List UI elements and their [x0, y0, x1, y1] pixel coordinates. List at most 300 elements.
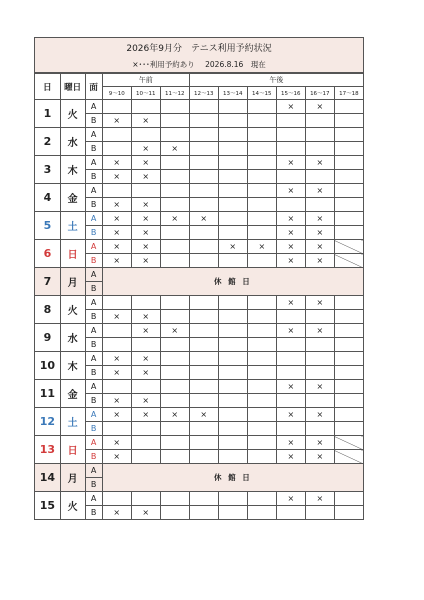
slot-cell [276, 198, 305, 212]
slot-cell: × [276, 254, 305, 268]
table-row [35, 240, 364, 254]
slot-cell [334, 408, 363, 422]
header-court: 面 [85, 74, 102, 100]
slot-cell: × [131, 352, 160, 366]
slot-cell: × [131, 408, 160, 422]
slot-cell: × [102, 352, 131, 366]
slot-cell [160, 170, 189, 184]
slot-cell: × [131, 506, 160, 520]
slot-cell [102, 128, 131, 142]
slot-cell: × [131, 170, 160, 184]
slot-cell: × [189, 212, 218, 226]
slot-cell [247, 184, 276, 198]
slot-cell [305, 394, 334, 408]
court-label: A [85, 408, 102, 422]
slot-cell [247, 296, 276, 310]
slot-cell [247, 198, 276, 212]
day-weekday: 水 [60, 324, 85, 352]
slot-cell [131, 338, 160, 352]
slot-cell: × [305, 492, 334, 506]
slot-cell: × [276, 212, 305, 226]
slot-cell [276, 170, 305, 184]
header-slot: 12～13 [189, 87, 218, 100]
table-row [35, 380, 364, 394]
slot-cell [334, 128, 363, 142]
court-label: B [85, 142, 102, 156]
slot-cell [189, 492, 218, 506]
day-weekday: 日 [60, 240, 85, 268]
header-slot: 13～14 [218, 87, 247, 100]
slot-cell: × [276, 184, 305, 198]
page-title: 2026年9月分 テニス利用予約状況 [126, 44, 272, 54]
table-row [35, 268, 364, 282]
slot-cell [102, 296, 131, 310]
court-label: B [85, 450, 102, 464]
table-row [35, 156, 364, 170]
court-label: A [85, 436, 102, 450]
slot-cell [334, 338, 363, 352]
day-weekday: 火 [60, 492, 85, 520]
slot-cell [276, 310, 305, 324]
day-number: 7 [35, 268, 61, 296]
slot-cell [334, 352, 363, 366]
court-label: B [85, 394, 102, 408]
slot-cell: × [102, 114, 131, 128]
slot-cell [334, 324, 363, 338]
slot-cell [160, 100, 189, 114]
day-weekday: 土 [60, 212, 85, 240]
slot-cell [189, 254, 218, 268]
table-row [35, 352, 364, 366]
slot-cell [160, 436, 189, 450]
slot-cell: × [102, 436, 131, 450]
slot-cell [218, 296, 247, 310]
slot-cell: × [305, 212, 334, 226]
slot-cell [160, 114, 189, 128]
slot-cell: × [131, 212, 160, 226]
slot-cell: × [276, 380, 305, 394]
slot-cell: × [131, 310, 160, 324]
day-number: 13 [35, 436, 61, 464]
slot-cell: × [305, 296, 334, 310]
slot-cell [247, 226, 276, 240]
slot-cell: × [305, 226, 334, 240]
slot-cell [160, 422, 189, 436]
court-label: B [85, 478, 102, 492]
slot-cell [247, 492, 276, 506]
slot-cell: × [131, 226, 160, 240]
court-label: A [85, 296, 102, 310]
slot-cell [334, 198, 363, 212]
slot-cell [305, 198, 334, 212]
header-slot: 17～18 [334, 87, 363, 100]
slot-cell [189, 338, 218, 352]
court-label: A [85, 492, 102, 506]
slot-cell [218, 114, 247, 128]
court-label: B [85, 282, 102, 296]
slot-cell [160, 310, 189, 324]
court-label: B [85, 310, 102, 324]
slot-cell: × [102, 198, 131, 212]
slot-cell [189, 156, 218, 170]
slot-cell [131, 100, 160, 114]
slot-cell [160, 156, 189, 170]
reservation-document [34, 37, 364, 520]
court-label: A [85, 268, 102, 282]
court-label: B [85, 366, 102, 380]
slot-cell [189, 394, 218, 408]
day-number: 1 [35, 100, 61, 128]
court-label: A [85, 240, 102, 254]
day-number: 11 [35, 380, 61, 408]
slot-cell: × [305, 380, 334, 394]
slot-cell [276, 394, 305, 408]
slot-cell [160, 506, 189, 520]
slot-cell [334, 184, 363, 198]
slot-cell [160, 128, 189, 142]
court-label: B [85, 506, 102, 520]
court-label: A [85, 380, 102, 394]
legend-line [35, 59, 363, 70]
slot-cell: × [102, 240, 131, 254]
slot-cell [189, 366, 218, 380]
day-number: 5 [35, 212, 61, 240]
slot-cell: × [276, 156, 305, 170]
slot-cell [276, 128, 305, 142]
slot-cell [189, 352, 218, 366]
day-weekday: 金 [60, 380, 85, 408]
header-slot: 15～16 [276, 87, 305, 100]
header-row-groups [35, 74, 364, 87]
slot-cell: × [305, 184, 334, 198]
slot-cell: × [102, 366, 131, 380]
court-label: B [85, 422, 102, 436]
slot-cell [218, 198, 247, 212]
slot-cell: × [276, 100, 305, 114]
day-weekday: 木 [60, 352, 85, 380]
slot-cell [218, 338, 247, 352]
slot-cell [247, 450, 276, 464]
slot-cell [102, 380, 131, 394]
slot-cell [189, 422, 218, 436]
court-label: B [85, 170, 102, 184]
slot-cell: × [160, 324, 189, 338]
slot-cell [334, 422, 363, 436]
slot-cell [189, 128, 218, 142]
slot-cell [189, 240, 218, 254]
slot-cell [305, 142, 334, 156]
slot-cell [334, 366, 363, 380]
court-label: A [85, 156, 102, 170]
day-weekday: 水 [60, 128, 85, 156]
slot-cell: × [276, 450, 305, 464]
slot-cell [247, 380, 276, 394]
slot-cell [218, 492, 247, 506]
slot-cell [305, 366, 334, 380]
slot-cell [189, 436, 218, 450]
slot-cell: × [102, 254, 131, 268]
slot-cell [247, 324, 276, 338]
slot-cell: × [305, 100, 334, 114]
slot-cell: × [102, 170, 131, 184]
slot-cell [334, 156, 363, 170]
slot-cell [160, 240, 189, 254]
slot-cell [276, 422, 305, 436]
slot-cell: × [102, 450, 131, 464]
day-number: 10 [35, 352, 61, 380]
slot-cell [305, 128, 334, 142]
slot-cell [305, 506, 334, 520]
slot-cell [160, 366, 189, 380]
slot-cell: × [102, 394, 131, 408]
slot-cell [247, 338, 276, 352]
slot-cell: × [102, 408, 131, 422]
day-number: 3 [35, 156, 61, 184]
slot-cell [102, 338, 131, 352]
day-weekday: 金 [60, 184, 85, 212]
slot-cell [218, 170, 247, 184]
slot-cell [334, 380, 363, 394]
day-number: 12 [35, 408, 61, 436]
legend-date-text: 2026.8.16 現在 [205, 60, 266, 69]
slot-cell [247, 394, 276, 408]
slot-cell [131, 380, 160, 394]
slot-cell [218, 450, 247, 464]
day-weekday: 土 [60, 408, 85, 436]
slot-cell [305, 422, 334, 436]
table-row [35, 212, 364, 226]
slot-cell [102, 100, 131, 114]
day-weekday: 木 [60, 156, 85, 184]
slot-cell [218, 254, 247, 268]
court-label: A [85, 212, 102, 226]
slot-cell [334, 170, 363, 184]
slot-cell [189, 450, 218, 464]
slot-cell [102, 422, 131, 436]
slot-cell [160, 184, 189, 198]
slot-cell [247, 422, 276, 436]
slot-cell [218, 408, 247, 422]
day-weekday: 日 [60, 436, 85, 464]
slot-cell [334, 212, 363, 226]
slot-cell: × [131, 394, 160, 408]
slot-cell: × [305, 408, 334, 422]
slot-cell: × [247, 240, 276, 254]
slot-cell: × [305, 324, 334, 338]
slot-cell [334, 100, 363, 114]
slot-cell [218, 394, 247, 408]
slot-cell: × [276, 436, 305, 450]
day-number: 2 [35, 128, 61, 156]
day-number: 15 [35, 492, 61, 520]
slot-cell [218, 100, 247, 114]
header-group-pm: 午後 [189, 74, 363, 87]
slot-cell [218, 380, 247, 394]
slot-cell [189, 100, 218, 114]
slot-cell [334, 394, 363, 408]
slot-cell [131, 296, 160, 310]
slot-cell [247, 436, 276, 450]
slot-cell [189, 380, 218, 394]
table-row [35, 184, 364, 198]
table-row [35, 408, 364, 422]
slot-cell: × [131, 114, 160, 128]
court-label: B [85, 338, 102, 352]
slot-cell [334, 450, 363, 464]
slot-cell: × [131, 240, 160, 254]
slot-cell: × [131, 156, 160, 170]
slot-cell: × [160, 408, 189, 422]
slot-cell: × [218, 240, 247, 254]
slot-cell [247, 212, 276, 226]
table-row [35, 436, 364, 450]
slot-cell [247, 310, 276, 324]
slot-cell [102, 324, 131, 338]
slot-cell [334, 506, 363, 520]
table-row [35, 100, 364, 114]
slot-cell [102, 492, 131, 506]
slot-cell: × [131, 324, 160, 338]
slot-cell [189, 296, 218, 310]
court-label: A [85, 128, 102, 142]
slot-cell [189, 198, 218, 212]
header-slot: 9～10 [102, 87, 131, 100]
slot-cell [189, 142, 218, 156]
slot-cell: × [305, 436, 334, 450]
slot-cell [334, 226, 363, 240]
header-day: 日 [35, 74, 61, 100]
header-weekday: 曜日 [60, 74, 85, 100]
closed-day-cell: 休 館 日 [102, 268, 363, 296]
reservation-table [34, 73, 364, 520]
slot-cell [334, 310, 363, 324]
slot-cell [160, 198, 189, 212]
slot-cell [189, 506, 218, 520]
slot-cell: × [160, 142, 189, 156]
day-weekday: 火 [60, 296, 85, 324]
day-weekday: 月 [60, 464, 85, 492]
day-number: 8 [35, 296, 61, 324]
slot-cell [334, 142, 363, 156]
slot-cell [160, 352, 189, 366]
slot-cell [276, 114, 305, 128]
slot-cell [334, 436, 363, 450]
slot-cell: × [131, 142, 160, 156]
slot-cell [247, 142, 276, 156]
court-label: A [85, 464, 102, 478]
slot-cell [276, 366, 305, 380]
slot-cell: × [305, 156, 334, 170]
slot-cell: × [305, 450, 334, 464]
slot-cell: × [102, 226, 131, 240]
legend-mark-text: ×･･･利用予約あり [132, 60, 195, 69]
slot-cell [189, 324, 218, 338]
slot-cell: × [160, 212, 189, 226]
slot-cell [189, 226, 218, 240]
slot-cell [189, 170, 218, 184]
day-weekday: 火 [60, 100, 85, 128]
court-label: A [85, 352, 102, 366]
slot-cell [334, 492, 363, 506]
slot-cell [218, 436, 247, 450]
slot-cell [305, 338, 334, 352]
slot-cell [131, 184, 160, 198]
slot-cell [218, 352, 247, 366]
slot-cell [160, 254, 189, 268]
slot-cell [334, 296, 363, 310]
day-number: 4 [35, 184, 61, 212]
slot-cell [276, 338, 305, 352]
slot-cell: × [276, 226, 305, 240]
slot-cell [305, 352, 334, 366]
slot-cell: × [276, 296, 305, 310]
court-label: A [85, 100, 102, 114]
slot-cell [131, 436, 160, 450]
table-row [35, 464, 364, 478]
slot-cell [305, 114, 334, 128]
slot-cell [218, 156, 247, 170]
slot-cell: × [189, 408, 218, 422]
slot-cell: × [305, 240, 334, 254]
slot-cell [247, 100, 276, 114]
header-slot: 14～15 [247, 87, 276, 100]
slot-cell [218, 212, 247, 226]
slot-cell [247, 366, 276, 380]
court-label: A [85, 324, 102, 338]
header-group-am: 午前 [102, 74, 189, 87]
slot-cell [247, 254, 276, 268]
slot-cell [247, 114, 276, 128]
day-number: 14 [35, 464, 61, 492]
court-label: B [85, 198, 102, 212]
slot-cell [189, 114, 218, 128]
slot-cell [334, 254, 363, 268]
slot-cell [102, 184, 131, 198]
day-weekday: 月 [60, 268, 85, 296]
slot-cell [218, 366, 247, 380]
slot-cell [218, 226, 247, 240]
slot-cell [160, 492, 189, 506]
day-number: 6 [35, 240, 61, 268]
slot-cell [305, 170, 334, 184]
slot-cell: × [102, 310, 131, 324]
slot-cell [276, 352, 305, 366]
slot-cell [247, 170, 276, 184]
court-label: A [85, 184, 102, 198]
slot-cell [334, 114, 363, 128]
slot-cell [102, 142, 131, 156]
slot-cell [247, 128, 276, 142]
slot-cell [247, 156, 276, 170]
slot-cell: × [102, 212, 131, 226]
slot-cell [160, 380, 189, 394]
slot-cell: × [276, 324, 305, 338]
slot-cell: × [131, 198, 160, 212]
slot-cell: × [305, 254, 334, 268]
slot-cell [131, 492, 160, 506]
header-slot: 16～17 [305, 87, 334, 100]
slot-cell [218, 142, 247, 156]
slot-cell [247, 506, 276, 520]
header-slot: 10～11 [131, 87, 160, 100]
slot-cell [131, 422, 160, 436]
slot-cell [218, 184, 247, 198]
slot-cell [218, 128, 247, 142]
slot-cell [189, 184, 218, 198]
table-row [35, 128, 364, 142]
slot-cell: × [102, 156, 131, 170]
slot-cell [160, 450, 189, 464]
